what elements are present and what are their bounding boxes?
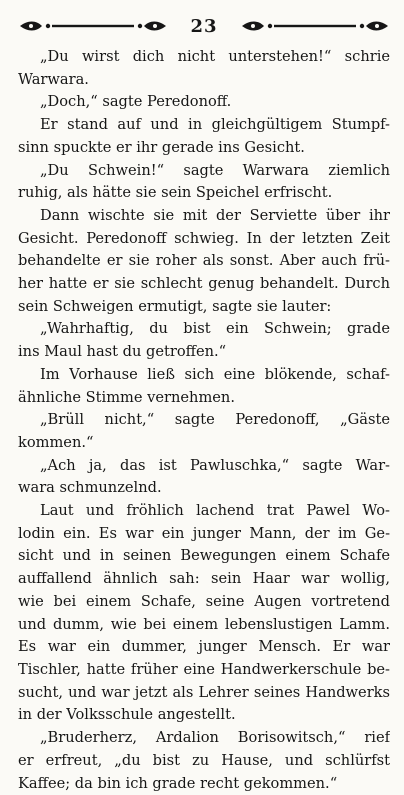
text-line: sicht und in seinen Bewegungen einem Schafe [18, 545, 390, 568]
text-line: Er stand auf und in gleichgültigem Stumpf- [18, 114, 390, 137]
text-line: kommen.“ [18, 432, 390, 455]
text-line: Laut und fröhlich lachend trat Pawel Wo- [18, 500, 390, 523]
text-line: ruhig, als hätte sie sein Speichel erfrischt. [18, 182, 390, 205]
text-line: sein Schweigen ermutigt, sagte sie lauter: [18, 296, 390, 319]
text-line: „Du wirst dich nicht unterstehen!“ schrie [18, 46, 390, 69]
text-line: ähnliche Stimme vernehmen. [18, 387, 390, 410]
text-line: behandelte er sie roher als sonst. Aber auch frü- [18, 250, 390, 273]
text-line: und dumm, wie bei einem lebenslustigen Lamm. [18, 614, 390, 637]
text-line: wie bei einem Schafe, seine Augen vortretend [18, 591, 390, 614]
ornament-right-icon [240, 19, 390, 33]
text-line: Gesicht. Peredonoff schwieg. In der letzten Zeit [18, 228, 390, 251]
body-text [18, 46, 390, 795]
text-line: Es war ein dummer, junger Mensch. Er war [18, 636, 390, 659]
text-line: sinn spuckte er ihr gerade ins Gesicht. [18, 137, 390, 160]
text-line: „Bruderherz, Ardalion Borisowitsch,“ rief [18, 727, 390, 750]
page-number: 23 [184, 16, 224, 37]
text-line: Kaffee; da bin ich grade recht gekommen.“ [18, 773, 390, 795]
text-line: lodin ein. Es war ein junger Mann, der im Ge- [18, 523, 390, 546]
text-line: Warwara. [18, 69, 390, 92]
text-line: „Wahrhaftig, du bist ein Schwein; grade [18, 318, 390, 341]
text-line: „Doch,“ sagte Peredonoff. [18, 91, 390, 114]
text-line: Im Vorhause ließ sich eine blökende, schaf- [18, 364, 390, 387]
text-line: Dann wischte sie mit der Serviette über ihr [18, 205, 390, 228]
text-line: Tischler, hatte früher eine Handwerkerschule be- [18, 659, 390, 682]
text-line: her hatte er sie schlecht genug behandelt. Durch [18, 273, 390, 296]
text-line: „Brüll nicht,“ sagte Peredonoff, „Gäste [18, 409, 390, 432]
text-line: „Ach ja, das ist Pawluschka,“ sagte War- [18, 455, 390, 478]
text-line: ins Maul hast du getroffen.“ [18, 341, 390, 364]
text-line: er erfreut, „du bist zu Hause, und schlürfst [18, 750, 390, 773]
text-line: in der Volksschule angestellt. [18, 704, 390, 727]
ornament-left-icon [18, 19, 168, 33]
page-header [18, 14, 390, 38]
text-line: auffallend ähnlich sah: sein Haar war wollig, [18, 568, 390, 591]
text-line: sucht, und war jetzt als Lehrer seines Handwerks [18, 682, 390, 705]
text-line: wara schmunzelnd. [18, 477, 390, 500]
text-line: „Du Schwein!“ sagte Warwara ziemlich [18, 160, 390, 183]
